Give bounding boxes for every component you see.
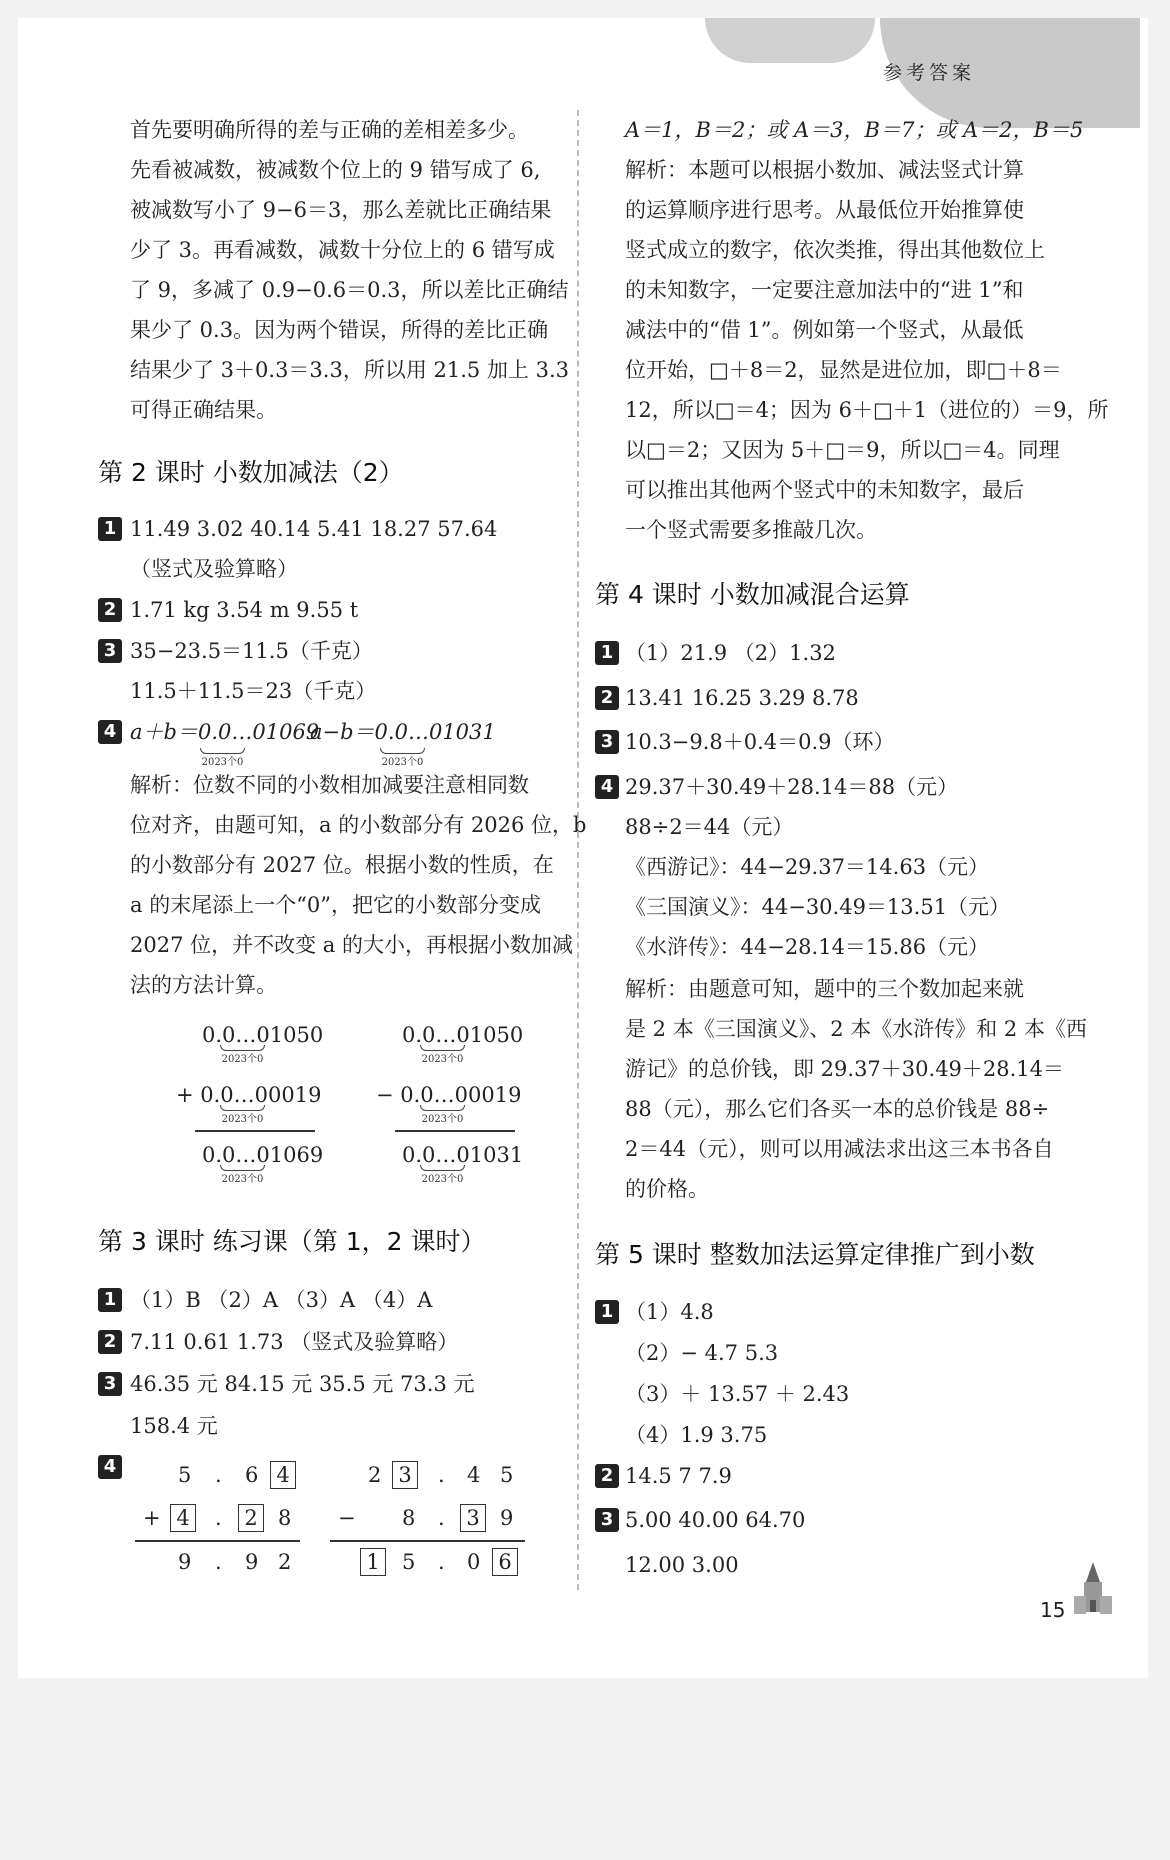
intro-line: 先看被减数，被减数个位上的 9 错写成了 6, xyxy=(130,158,541,182)
lesson2-q2: 1.71 kg 3.54 m 9.55 t xyxy=(130,598,359,622)
column-divider xyxy=(577,110,579,1590)
digit: 5 xyxy=(402,1550,416,1574)
lesson4-q4-line: 29.37＋30.49＋28.14＝88（元） xyxy=(625,775,959,799)
lesson5-title: 第 5 课时 整数加法运算定律推广到小数 xyxy=(595,1240,1035,1269)
lesson2-analysis: 法的方法计算。 xyxy=(130,973,277,997)
brace-label: 2023个0 xyxy=(380,753,425,768)
lesson4-q3: 10.3−9.8＋0.4＝0.9（环） xyxy=(625,730,895,754)
digit: 6 xyxy=(245,1463,259,1487)
lesson3-analysis: 竖式成立的数字，依次类推，得出其他数位上 xyxy=(625,238,1045,262)
lesson5-q3-line1: 5.00 40.00 64.70 xyxy=(625,1508,806,1532)
digit: . xyxy=(215,1463,222,1487)
vertical-sub-row2: − 0.0…00019 xyxy=(376,1083,522,1107)
lesson4-analysis: 2＝44（元），则可以用减法求出这三本书各自 xyxy=(625,1137,1054,1161)
lesson2-q1-note: （竖式及验算略） xyxy=(130,557,298,581)
intro-line: 了 9，多减了 0.9−0.6＝0.3，所以差比正确结 xyxy=(130,278,569,302)
lesson3-analysis: 解析：本题可以根据小数加、减法竖式计算 xyxy=(625,158,1024,182)
digit-box: 4 xyxy=(170,1504,196,1532)
lesson4-analysis: 解析：由题意可知，题中的三个数加起来就 xyxy=(625,977,1024,1001)
intro-line: 少了 3。再看减数，减数十分位上的 6 错写成 xyxy=(130,238,555,262)
digit: 9 xyxy=(500,1506,514,1530)
lesson3-q1: （1）B （2）A （3）A （4）A xyxy=(130,1288,433,1312)
lesson2-q1-answers: 11.49 3.02 40.14 5.41 18.27 57.64 xyxy=(130,517,498,541)
digit: 2 xyxy=(278,1550,292,1574)
lesson4-analysis: 的价格。 xyxy=(625,1177,709,1201)
lesson3-analysis: 的运算顺序进行思考。从最低位开始推算使 xyxy=(625,198,1024,222)
intro-line: 结果少了 3＋0.3＝3.3，所以用 21.5 加上 3.3 xyxy=(130,358,570,382)
question-badge-2: 2 xyxy=(595,686,619,710)
vertical-sub-result: 0.0…01031 xyxy=(402,1143,524,1167)
lesson3-q2: 7.11 0.61 1.73 （竖式及验算略） xyxy=(130,1330,459,1354)
lesson3-q4-answer: A＝1，B＝2；或 A＝3，B＝7；或 A＝2，B＝5 xyxy=(625,118,1084,142)
lesson3-analysis: 一个竖式需要多推敲几次。 xyxy=(625,518,877,542)
digit: 0 xyxy=(467,1550,481,1574)
digit: 5 xyxy=(178,1463,192,1487)
question-badge-4: 4 xyxy=(595,775,619,799)
digit: 9 xyxy=(245,1550,259,1574)
lesson3-analysis: 可以推出其他两个竖式中的未知数字，最后 xyxy=(625,478,1024,502)
brace-label: 2023个0 xyxy=(420,1050,465,1065)
lesson4-q1: （1）21.9 （2）1.32 xyxy=(625,641,836,665)
lesson2-q4-sum: a＋b＝0.0…01069 xyxy=(130,720,320,744)
digit: + xyxy=(143,1506,161,1530)
lesson5-q1-line: （1）4.8 xyxy=(625,1300,714,1324)
digit: 5 xyxy=(500,1463,514,1487)
brace-label: 2023个0 xyxy=(220,1110,265,1125)
lesson3-analysis: 12，所以□＝4；因为 6＋□＋1（进位的）＝9，所 xyxy=(625,398,1109,422)
question-badge-2: 2 xyxy=(595,1464,619,1488)
brace-label: 2023个0 xyxy=(200,753,245,768)
lesson4-analysis: 88（元），那么它们各买一本的总价钱是 88÷ xyxy=(625,1097,1050,1121)
lesson5-q1-line: （4）1.9 3.75 xyxy=(625,1423,768,1447)
lesson5-q3-line2: 12.00 3.00 xyxy=(625,1553,739,1577)
lesson4-q2: 13.41 16.25 3.29 8.78 xyxy=(625,686,859,710)
question-badge-1: 1 xyxy=(98,517,122,541)
lesson4-analysis: 是 2 本《三国演义》、2 本《水浒传》和 2 本《西 xyxy=(625,1017,1087,1041)
add-grid-rule xyxy=(135,1540,300,1542)
digit: . xyxy=(215,1550,222,1574)
lesson2-analysis: 解析：位数不同的小数相加减要注意相同数 xyxy=(130,773,529,797)
vertical-sub-rule xyxy=(395,1130,515,1132)
lesson3-title: 第 3 课时 练习课（第 1，2 课时） xyxy=(98,1227,486,1256)
question-badge-1: 1 xyxy=(595,1300,619,1324)
lesson2-q3-line1: 35−23.5＝11.5（千克） xyxy=(130,639,373,663)
lesson4-q4-line: 《西游记》：44−29.37＝14.63（元） xyxy=(625,855,990,879)
intro-line: 可得正确结果。 xyxy=(130,398,277,422)
question-badge-3: 3 xyxy=(98,1372,122,1396)
lesson3-q3-line2: 158.4 元 xyxy=(130,1414,218,1438)
question-badge-2: 2 xyxy=(98,1330,122,1354)
digit-box: 2 xyxy=(238,1504,264,1532)
lesson5-q2: 14.5 7 7.9 xyxy=(625,1464,732,1488)
digit-box: 3 xyxy=(392,1461,418,1489)
intro-line: 首先要明确所得的差与正确的差相差多少。 xyxy=(130,118,529,142)
lesson2-title: 第 2 课时 小数加减法（2） xyxy=(98,458,404,487)
header-decoration-left xyxy=(705,18,875,63)
intro-line: 被减数写小了 9−6＝3，那么差就比正确结果 xyxy=(130,198,552,222)
question-badge-1: 1 xyxy=(98,1288,122,1312)
question-badge-1: 1 xyxy=(595,641,619,665)
question-badge-4: 4 xyxy=(98,720,122,744)
lesson3-analysis: 以□＝2；又因为 5＋□＝9，所以□＝4。同理 xyxy=(625,438,1060,462)
lesson3-q3-line1: 46.35 元 84.15 元 35.5 元 73.3 元 xyxy=(130,1372,475,1396)
digit: . xyxy=(438,1550,445,1574)
lesson2-analysis: 位对齐，由题可知，a 的小数部分有 2026 位，b xyxy=(130,813,587,837)
vertical-add-rule xyxy=(195,1130,315,1132)
vertical-add-row2: + 0.0…00019 xyxy=(176,1083,322,1107)
digit: . xyxy=(215,1506,222,1530)
lesson3-analysis: 的未知数字，一定要注意加法中的“进 1”和 xyxy=(625,278,1024,302)
brace-label: 2023个0 xyxy=(420,1170,465,1185)
vertical-add-row1: 0.0…01050 xyxy=(202,1023,324,1047)
digit: 8 xyxy=(402,1506,416,1530)
lesson4-q4-line: 88÷2＝44（元） xyxy=(625,815,794,839)
question-badge-4: 4 xyxy=(98,1455,122,1479)
digit: 8 xyxy=(278,1506,292,1530)
digit-box: 4 xyxy=(270,1461,296,1489)
lesson4-analysis: 游记》的总价钱，即 29.37＋30.49＋28.14＝ xyxy=(625,1057,1065,1081)
header-title: 参考答案 xyxy=(883,62,976,84)
digit-box: 3 xyxy=(460,1504,486,1532)
digit: 2 xyxy=(368,1463,382,1487)
brace-label: 2023个0 xyxy=(420,1110,465,1125)
lesson5-q1-line: （3）＋ 13.57 ＋ 2.43 xyxy=(625,1382,850,1406)
intro-line: 果少了 0.3。因为两个错误，所得的差比正确 xyxy=(130,318,549,342)
brace-label: 2023个0 xyxy=(220,1050,265,1065)
lesson2-q3-line2: 11.5＋11.5＝23（千克） xyxy=(130,679,377,703)
vertical-sub-row1: 0.0…01050 xyxy=(402,1023,524,1047)
lesson4-q4-line: 《三国演义》：44−30.49＝13.51（元） xyxy=(625,895,1011,919)
digit: 4 xyxy=(467,1463,481,1487)
question-badge-3: 3 xyxy=(595,730,619,754)
lesson5-q1-line: （2）− 4.7 5.3 xyxy=(625,1341,779,1365)
lesson4-q4-line: 《水浒传》：44−28.14＝15.86（元） xyxy=(625,935,990,959)
lesson4-title: 第 4 课时 小数加减混合运算 xyxy=(595,580,910,609)
digit-box: 6 xyxy=(492,1548,518,1576)
digit: . xyxy=(438,1506,445,1530)
question-badge-2: 2 xyxy=(98,598,122,622)
digit: 9 xyxy=(178,1550,192,1574)
sub-grid-rule xyxy=(330,1540,525,1542)
lesson3-analysis: 减法中的“借 1”。例如第一个竖式，从最低 xyxy=(625,318,1024,342)
castle-icon xyxy=(1068,1560,1118,1622)
question-badge-3: 3 xyxy=(98,639,122,663)
digit: − xyxy=(338,1506,356,1530)
lesson2-analysis: a 的末尾添上一个“0”，把它的小数部分变成 xyxy=(130,893,542,917)
lesson3-analysis: 位开始，□＋8＝2，显然是进位加，即□＋8＝ xyxy=(625,358,1062,382)
vertical-add-result: 0.0…01069 xyxy=(202,1143,324,1167)
question-badge-3: 3 xyxy=(595,1508,619,1532)
lesson2-analysis: 的小数部分有 2027 位。根据小数的性质，在 xyxy=(130,853,554,877)
digit: . xyxy=(438,1463,445,1487)
digit-box: 1 xyxy=(360,1548,386,1576)
lesson2-q4-diff: a−b＝0.0…01031 xyxy=(310,720,496,744)
lesson2-analysis: 2027 位，并不改变 a 的大小，再根据小数加减 xyxy=(130,933,573,957)
page-number: 15 xyxy=(1040,1598,1066,1622)
brace-label: 2023个0 xyxy=(220,1170,265,1185)
